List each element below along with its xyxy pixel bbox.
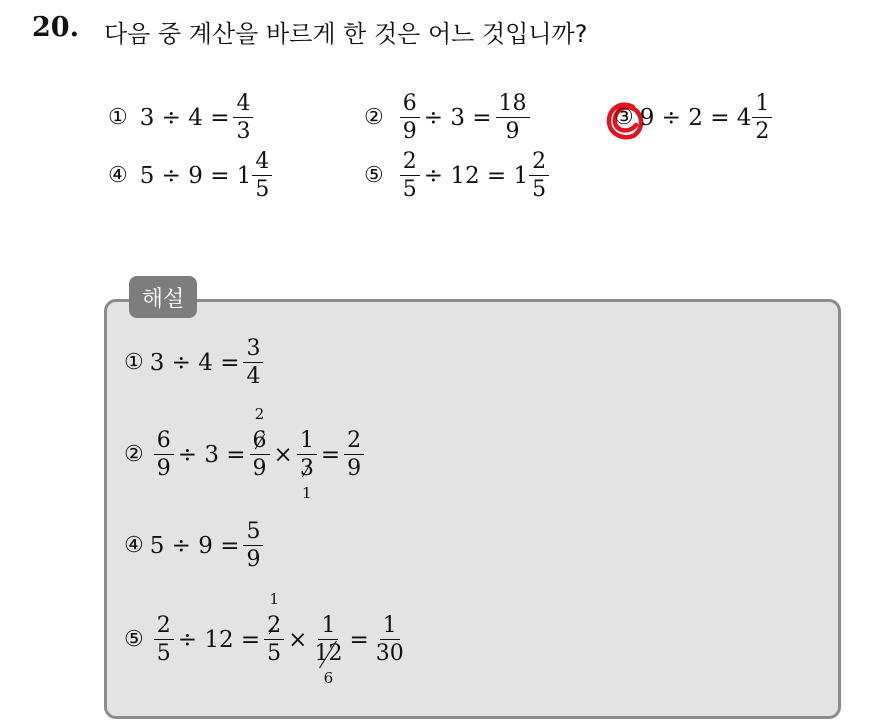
solution-5-numerator-b bbox=[264, 590, 284, 640]
option-3-fraction bbox=[752, 92, 772, 143]
solution-line-4 bbox=[124, 520, 267, 571]
solution-5-numerator-a: 2 bbox=[154, 614, 174, 640]
solution-2-reduced-denominator: 1 bbox=[302, 484, 312, 503]
option-2-fraction-b bbox=[496, 92, 530, 143]
solution-2-fraction-b bbox=[250, 405, 270, 482]
option-5-numerator-a: 2 bbox=[400, 150, 420, 176]
option-4-denominator: 5 bbox=[255, 177, 270, 203]
option-2-denominator-b: 9 bbox=[505, 119, 520, 145]
solution-5-divide: ÷ 12 = bbox=[177, 626, 261, 653]
solution-5-fraction-b bbox=[264, 590, 284, 667]
option-5-marker: ⑤ bbox=[364, 163, 384, 189]
question-number: 20. bbox=[32, 12, 79, 43]
solution-5-fraction-c bbox=[311, 613, 345, 688]
solution-5-numerator-c: 1 bbox=[318, 614, 338, 640]
solution-2-fraction-c bbox=[297, 428, 317, 503]
solution-4-expression: 5 ÷ 9 = bbox=[149, 532, 240, 559]
solution-1-numerator: 3 bbox=[243, 337, 263, 363]
solution-1-marker: ① bbox=[124, 350, 144, 376]
solution-line-5 bbox=[124, 590, 411, 688]
solution-2-result-denominator: 9 bbox=[347, 456, 362, 482]
solution-5-reduced-denominator: 6 bbox=[323, 669, 334, 688]
option-5-expression: ÷ 12 = 1 bbox=[423, 162, 529, 189]
solution-2-numerator-b bbox=[250, 405, 270, 455]
option-5[interactable] bbox=[364, 150, 553, 201]
solution-2-numerator-a: 6 bbox=[154, 429, 174, 455]
option-3-numerator: 1 bbox=[752, 92, 772, 118]
solution-4-marker: ④ bbox=[124, 533, 144, 559]
solution-2-divide: ÷ 3 = bbox=[177, 441, 246, 468]
solution-2-result bbox=[344, 429, 364, 480]
solution-2-reduced-numerator: 2 bbox=[254, 405, 265, 423]
option-4-numerator: 4 bbox=[252, 150, 272, 176]
option-4-expression: 5 ÷ 9 = 1 bbox=[139, 162, 252, 189]
option-2[interactable] bbox=[364, 92, 534, 143]
solution-2-denominator-c bbox=[297, 455, 317, 503]
option-1-expression: 3 ÷ 4 = bbox=[139, 104, 230, 131]
solution-2-equals: = bbox=[320, 441, 341, 468]
solution-1-denominator: 4 bbox=[246, 364, 261, 390]
solution-5-times: × bbox=[288, 626, 308, 653]
solution-2-cancelled-denominator: 3 bbox=[299, 456, 314, 482]
option-5-fraction-b bbox=[529, 150, 549, 201]
option-4[interactable] bbox=[108, 150, 276, 201]
option-4-fraction bbox=[252, 150, 272, 201]
solution-4-denominator: 9 bbox=[246, 547, 261, 573]
solution-5-result bbox=[373, 614, 407, 665]
option-2-numerator-a: 6 bbox=[400, 92, 420, 118]
solution-5-result-numerator: 1 bbox=[380, 614, 400, 640]
option-5-fraction-a bbox=[400, 150, 420, 201]
solution-2-result-numerator: 2 bbox=[344, 429, 364, 455]
explanation-label: 해설 bbox=[129, 276, 197, 318]
solution-5-denominator-b: 5 bbox=[267, 641, 282, 667]
option-3[interactable] bbox=[614, 92, 776, 143]
solution-2-marker: ② bbox=[124, 442, 144, 468]
solution-2-denominator-b: 9 bbox=[252, 456, 267, 482]
solution-line-2 bbox=[124, 405, 368, 503]
solution-line-1 bbox=[124, 337, 267, 388]
solution-2-denominator-a: 9 bbox=[156, 456, 171, 482]
solution-4-numerator: 5 bbox=[243, 520, 263, 546]
solution-2-fraction-a bbox=[154, 429, 174, 480]
option-1-numerator: 4 bbox=[233, 92, 253, 118]
solution-2-numerator-c: 1 bbox=[297, 429, 317, 455]
option-2-numerator-b: 18 bbox=[496, 92, 530, 118]
solution-5-denominator-a: 5 bbox=[156, 641, 171, 667]
solution-5-fraction-a bbox=[154, 614, 174, 665]
solution-2-times: × bbox=[273, 441, 293, 468]
option-2-fraction-a bbox=[400, 92, 420, 143]
solution-5-cancelled-numerator: 2 bbox=[267, 613, 282, 638]
option-5-denominator-b: 5 bbox=[532, 177, 547, 203]
option-2-marker: ② bbox=[364, 105, 384, 131]
option-3-expression: 9 ÷ 2 = 4 bbox=[639, 104, 752, 131]
option-2-expression: ÷ 3 = bbox=[423, 104, 492, 131]
solution-5-denominator-c bbox=[311, 640, 345, 688]
option-1-fraction bbox=[233, 92, 253, 143]
solution-2-cancelled-numerator: 6 bbox=[252, 428, 267, 453]
option-3-denominator: 2 bbox=[755, 119, 770, 145]
option-4-marker: ④ bbox=[108, 163, 128, 189]
option-5-denominator-a: 5 bbox=[402, 177, 417, 203]
option-1-marker: ① bbox=[108, 105, 128, 131]
option-2-denominator-a: 9 bbox=[402, 119, 417, 145]
solution-5-result-denominator: 30 bbox=[375, 641, 404, 667]
solution-1-expression: 3 ÷ 4 = bbox=[149, 349, 240, 376]
option-5-numerator-b: 2 bbox=[529, 150, 549, 176]
solution-5-marker: ⑤ bbox=[124, 627, 144, 653]
solution-4-fraction bbox=[243, 520, 263, 571]
solution-1-fraction bbox=[243, 337, 263, 388]
solution-5-equals: = bbox=[349, 626, 369, 653]
solution-5-reduced-numerator: 1 bbox=[269, 590, 279, 608]
solution-5-cancelled-denominator: 12 bbox=[314, 641, 343, 667]
option-3-marker: ③ bbox=[614, 105, 634, 131]
question-text: 다음 중 계산을 바르게 한 것은 어느 것입니까? bbox=[104, 20, 588, 48]
option-1-denominator: 3 bbox=[236, 119, 251, 145]
option-1[interactable] bbox=[108, 92, 257, 143]
